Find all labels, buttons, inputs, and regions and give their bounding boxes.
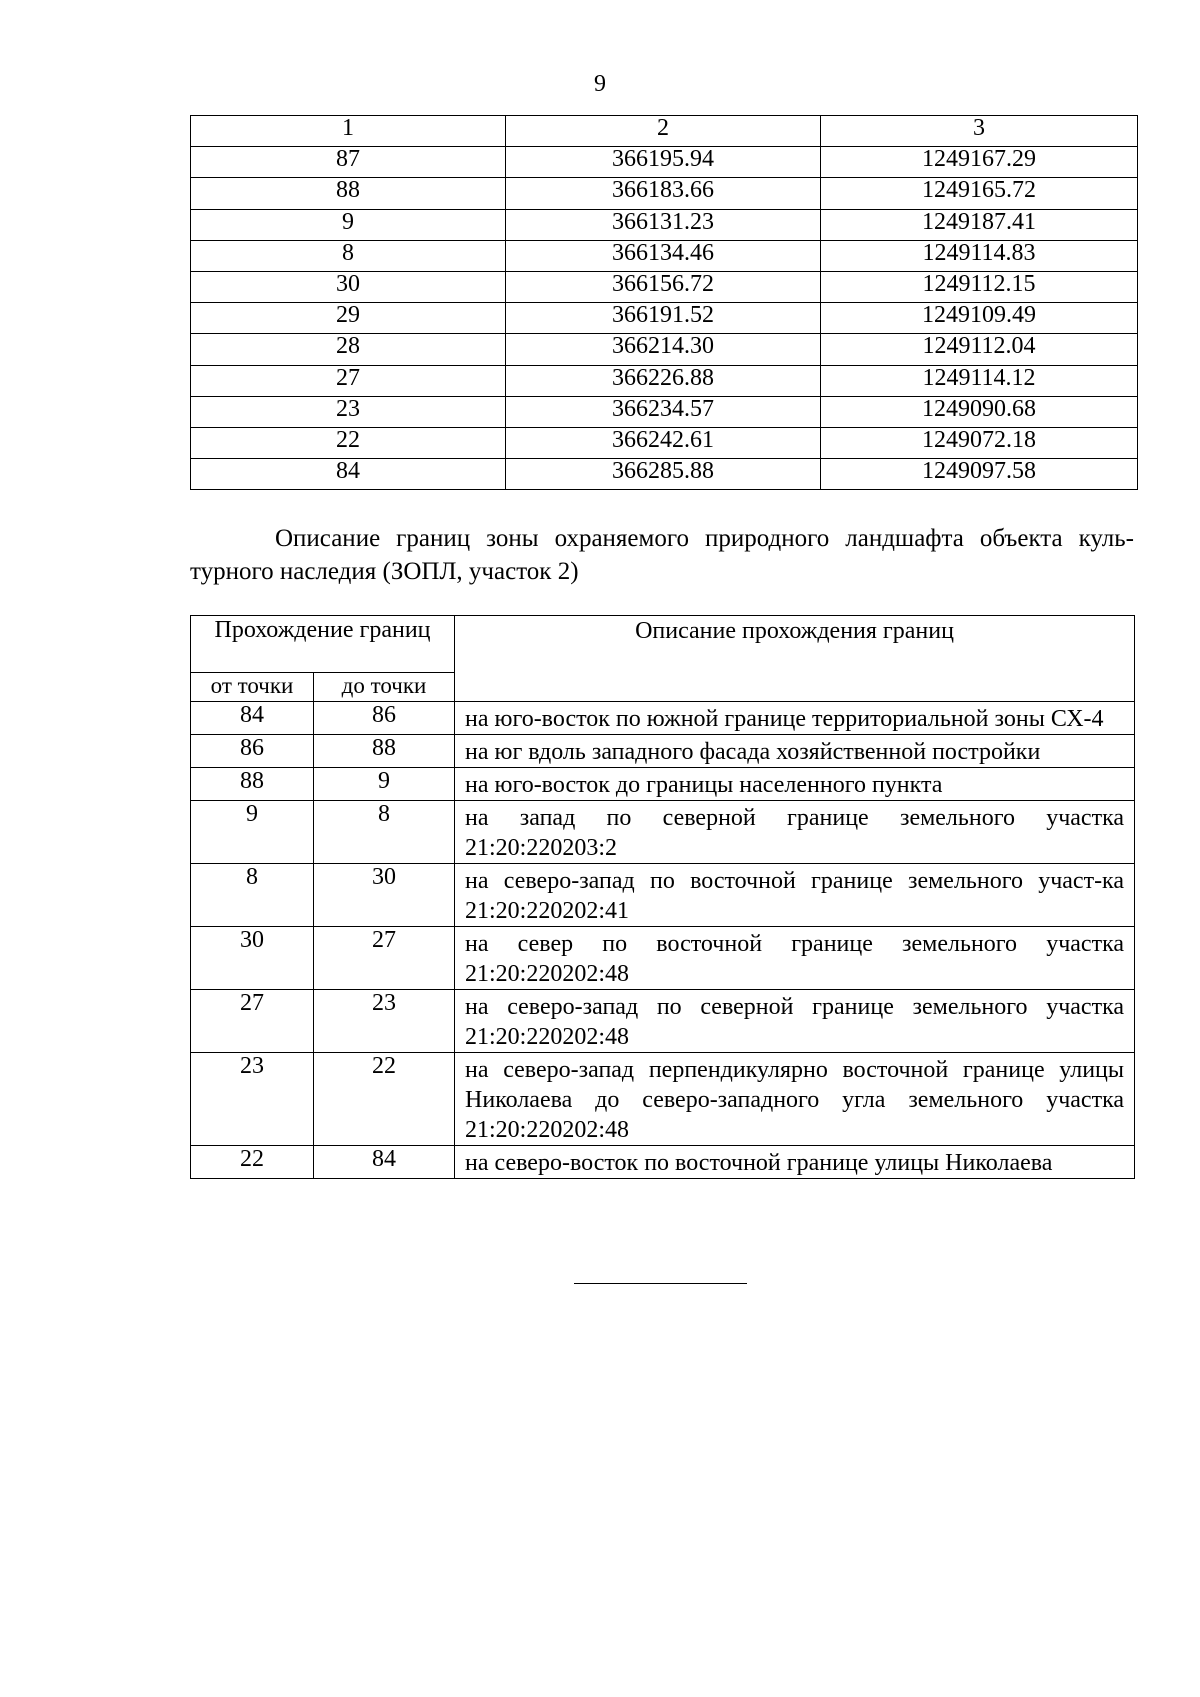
table-row <box>191 396 1138 427</box>
table-row <box>191 459 1138 490</box>
table-row <box>191 990 1135 1053</box>
y-coordinate-cell: 1249167.29 <box>821 147 1138 178</box>
footer-divider <box>574 1283 747 1284</box>
coordinates-table <box>190 115 1138 490</box>
table-row <box>191 702 1135 735</box>
point-number-cell: 9 <box>191 209 506 240</box>
from-point-cell: 8 <box>191 864 314 927</box>
coordinates-header-cell: 1 <box>191 116 506 147</box>
table-row <box>191 178 1138 209</box>
coordinates-table-header-row <box>191 116 1138 147</box>
boundary-description-table <box>190 615 1135 1179</box>
page-number: 9 <box>594 71 606 97</box>
description-cell: на юго-восток по южной границе территориальной зоны СХ-4 <box>455 702 1135 735</box>
point-number-cell: 8 <box>191 240 506 271</box>
to-point-cell: 86 <box>314 702 455 735</box>
description-cell: на северо-запад по восточной границе земельного участ-ка 21:20:220202:41 <box>455 864 1135 927</box>
table-row <box>191 427 1138 458</box>
table-row <box>191 271 1138 302</box>
x-coordinate-cell: 366134.46 <box>506 240 821 271</box>
description-cell: на север по восточной границе земельного участка 21:20:220202:48 <box>455 927 1135 990</box>
x-coordinate-cell: 366214.30 <box>506 334 821 365</box>
table-row <box>191 334 1138 365</box>
coordinates-header-cell: 2 <box>506 116 821 147</box>
header-description: Описание прохождения границ <box>455 616 1135 702</box>
table-row <box>191 240 1138 271</box>
x-coordinate-cell: 366242.61 <box>506 427 821 458</box>
x-coordinate-cell: 366131.23 <box>506 209 821 240</box>
description-cell: на запад по северной границе земельного участка 21:20:220203:2 <box>455 801 1135 864</box>
point-number-cell: 22 <box>191 427 506 458</box>
y-coordinate-cell: 1249112.04 <box>821 334 1138 365</box>
description-cell: на северо-восток по восточной границе улицы Николаева <box>455 1146 1135 1179</box>
point-number-cell: 29 <box>191 303 506 334</box>
x-coordinate-cell: 366234.57 <box>506 396 821 427</box>
to-point-cell: 23 <box>314 990 455 1053</box>
header-to-point: до точки <box>314 673 455 702</box>
table-row <box>191 1146 1135 1179</box>
y-coordinate-cell: 1249072.18 <box>821 427 1138 458</box>
table-row <box>191 303 1138 334</box>
table-row <box>191 1053 1135 1146</box>
table-row <box>191 801 1135 864</box>
y-coordinate-cell: 1249112.15 <box>821 271 1138 302</box>
description-cell: на юг вдоль западного фасада хозяйственной постройки <box>455 735 1135 768</box>
coordinates-header-cell: 3 <box>821 116 1138 147</box>
from-point-cell: 23 <box>191 1053 314 1146</box>
to-point-cell: 9 <box>314 768 455 801</box>
to-point-cell: 30 <box>314 864 455 927</box>
to-point-cell: 88 <box>314 735 455 768</box>
table-row <box>191 209 1138 240</box>
y-coordinate-cell: 1249109.49 <box>821 303 1138 334</box>
point-number-cell: 88 <box>191 178 506 209</box>
boundary-description-caption: Описание границ зоны охраняемого природного ландшафта объекта куль-турного наследия (ЗОПЛ, участок 2) <box>190 525 1134 585</box>
from-point-cell: 22 <box>191 1146 314 1179</box>
to-point-cell: 22 <box>314 1053 455 1146</box>
x-coordinate-cell: 366195.94 <box>506 147 821 178</box>
to-point-cell: 27 <box>314 927 455 990</box>
y-coordinate-cell: 1249097.58 <box>821 459 1138 490</box>
y-coordinate-cell: 1249114.12 <box>821 365 1138 396</box>
point-number-cell: 28 <box>191 334 506 365</box>
table-row <box>191 147 1138 178</box>
from-point-cell: 88 <box>191 768 314 801</box>
point-number-cell: 27 <box>191 365 506 396</box>
to-point-cell: 8 <box>314 801 455 864</box>
x-coordinate-cell: 366226.88 <box>506 365 821 396</box>
table-row <box>191 768 1135 801</box>
description-cell: на юго-восток до границы населенного пункта <box>455 768 1135 801</box>
x-coordinate-cell: 366156.72 <box>506 271 821 302</box>
y-coordinate-cell: 1249165.72 <box>821 178 1138 209</box>
y-coordinate-cell: 1249090.68 <box>821 396 1138 427</box>
from-point-cell: 9 <box>191 801 314 864</box>
y-coordinate-cell: 1249114.83 <box>821 240 1138 271</box>
point-number-cell: 87 <box>191 147 506 178</box>
table-row <box>191 864 1135 927</box>
from-point-cell: 30 <box>191 927 314 990</box>
y-coordinate-cell: 1249187.41 <box>821 209 1138 240</box>
table-row <box>191 927 1135 990</box>
point-number-cell: 84 <box>191 459 506 490</box>
boundary-table-header-row <box>191 616 1135 673</box>
table-row <box>191 365 1138 396</box>
point-number-cell: 30 <box>191 271 506 302</box>
to-point-cell: 84 <box>314 1146 455 1179</box>
from-point-cell: 84 <box>191 702 314 735</box>
description-cell: на северо-запад по северной границе земельного участка 21:20:220202:48 <box>455 990 1135 1053</box>
header-from-point: от точки <box>191 673 314 702</box>
header-passage: Прохождение границ <box>191 616 455 673</box>
x-coordinate-cell: 366191.52 <box>506 303 821 334</box>
x-coordinate-cell: 366285.88 <box>506 459 821 490</box>
point-number-cell: 23 <box>191 396 506 427</box>
from-point-cell: 86 <box>191 735 314 768</box>
table-row <box>191 735 1135 768</box>
from-point-cell: 27 <box>191 990 314 1053</box>
description-cell: на северо-запад перпендикулярно восточной границе улицы Николаева до северо-западного угла земельного участка 21:20:220202:48 <box>455 1053 1135 1146</box>
x-coordinate-cell: 366183.66 <box>506 178 821 209</box>
